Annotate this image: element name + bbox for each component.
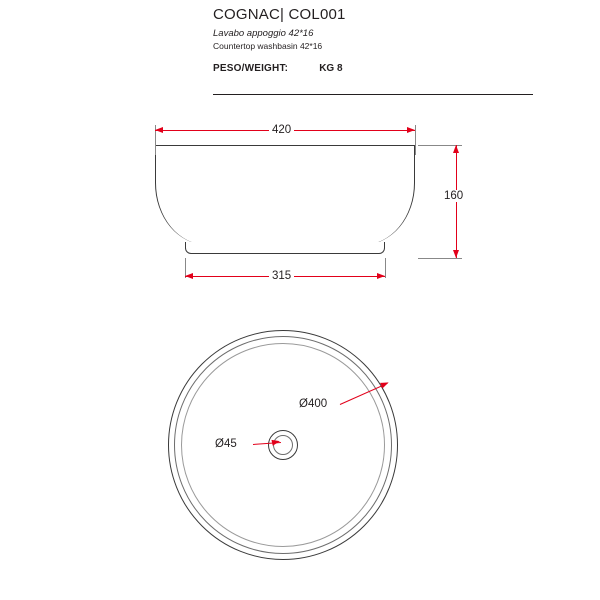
header-divider [213, 94, 533, 95]
plan-top-view [168, 330, 398, 560]
extension-line-bottom-height [418, 258, 462, 259]
arrow-right-width [407, 127, 415, 133]
dimension-diameter-label: Ø400 [299, 398, 328, 410]
basin-base-outline [185, 242, 385, 254]
product-header [213, 6, 543, 74]
arrow-right-base [377, 273, 385, 279]
arrow-left-base [185, 273, 193, 279]
basin-body-outline [155, 145, 415, 245]
arrow-left-width [155, 127, 163, 133]
weight-row [213, 63, 543, 74]
dimension-drain-label: Ø45 [215, 438, 237, 450]
dimension-base-label: 315 [269, 270, 294, 282]
product-subtitle-english: Countertop washbasin 42*16 [213, 41, 323, 51]
dimension-height-label: 160 [441, 190, 466, 202]
arrow-up-height [453, 145, 459, 153]
weight-value: KG 8 [319, 63, 343, 74]
arrow-down-height [453, 250, 459, 258]
extension-line-right-width [415, 125, 416, 155]
weight-label: PESO/WEIGHT: [213, 63, 289, 74]
extension-line-right-base [385, 258, 386, 278]
dimension-width-label: 420 [269, 124, 294, 136]
product-subtitle-italian: Lavabo appoggio 42*16 [213, 28, 314, 39]
page-title: COGNAC| COL001 [213, 6, 346, 23]
front-elevation-view [155, 145, 415, 258]
